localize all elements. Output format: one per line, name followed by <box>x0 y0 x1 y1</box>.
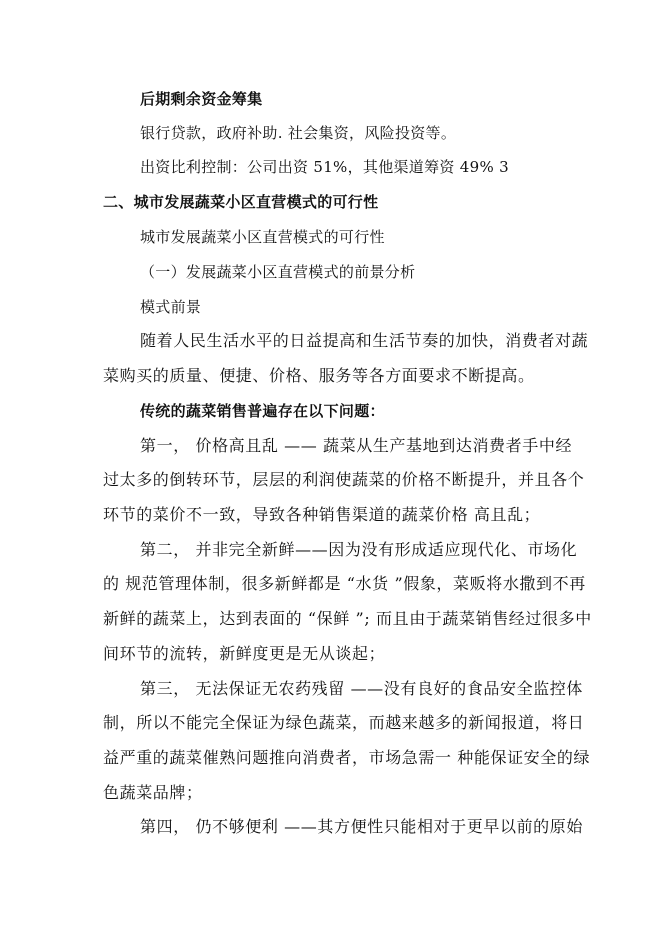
funding-sources: 银行贷款，政府补助. 社会集资，风险投资等。 <box>140 124 457 142</box>
problem-3-line-3: 益严重的蔬菜催熟问题推向消费者，市场急需一 种能保证安全的绿 <box>103 748 591 767</box>
problem-4-line-1: 第四， 仍不够便利 ——其方便性只能相对于更早以前的原始 <box>140 817 583 836</box>
problem-2-line-2: 的 规范管理体制，很多新鲜都是 “水货 ”假象，菜贩将水撒到不再 <box>103 574 586 593</box>
problem-3-line-1: 第三， 无法保证无农药残留 ——没有良好的食品安全监控体 <box>140 679 583 698</box>
problem-1-line-2: 过太多的倒转环节，层层的利润使蔬菜的价格不断提升，并且各个 <box>103 470 585 489</box>
problem-1-line-1: 第一， 价格高且乱 —— 蔬菜从生产基地到达消费者手中经 <box>140 436 573 455</box>
problem-1-line-3: 环节的菜价不一致，导致各种销售渠道的蔬菜价格 高且乱； <box>103 505 541 524</box>
problem-2-line-4: 间环节的流转，新鲜度更是无从谈起； <box>103 644 386 663</box>
problem-2-line-3: 新鲜的蔬菜上，达到表面的 “保鲜 ”; 而且由于蔬菜销售经过很多中 <box>103 609 592 628</box>
intro-line-1: 随着人民生活水平的日益提高和生活节奏的加快，消费者对蔬 <box>140 331 589 350</box>
mode-prospect: 模式前景 <box>140 298 202 316</box>
subsection-one: （一）发展蔬菜小区直营模式的前景分析 <box>140 263 416 281</box>
problem-3-line-4: 色蔬菜品牌； <box>103 783 203 802</box>
section-two-repeat: 城市发展蔬菜小区直营模式的可行性 <box>140 228 385 246</box>
equity-ratio: 出资比利控制：公司出资 51%，其他渠道筹资 49% 3 <box>140 158 509 176</box>
intro-line-2: 菜购买的质量、便捷、价格、服务等各方面要求不断提高。 <box>103 366 535 385</box>
problem-2-line-1: 第二， 并非完全新鲜——因为没有形成适应现代化、市场化 <box>140 540 578 559</box>
section-two-title: 二、城市发展蔬菜小区直营模式的可行性 <box>103 193 379 211</box>
problem-3-line-2: 制，所以不能完全保证为绿色蔬菜，而越来越多的新闻报道，将日 <box>103 713 585 732</box>
heading-funding: 后期剩余资金筹集 <box>140 90 263 108</box>
problems-heading: 传统的蔬菜销售普遍存在以下问题： <box>140 402 385 420</box>
